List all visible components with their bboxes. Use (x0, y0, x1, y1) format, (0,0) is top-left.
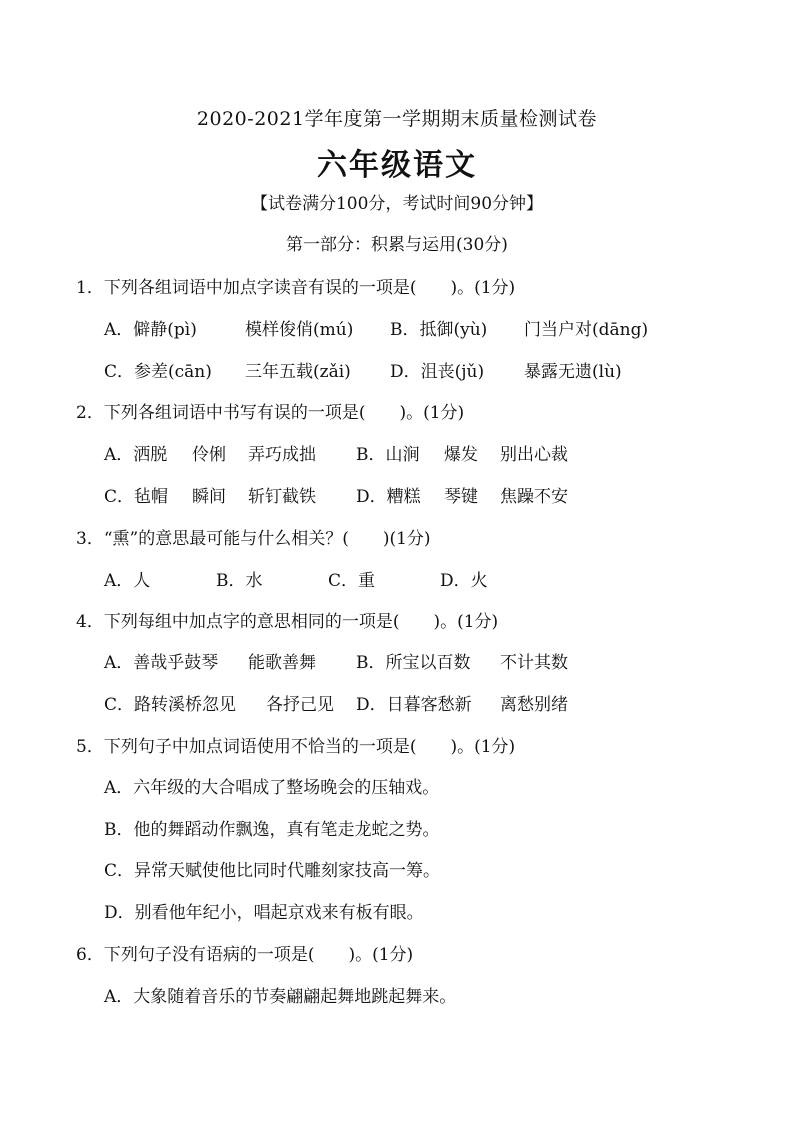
q4-option-c-word2: 各抒己见 (266, 695, 334, 715)
q2-option-a-word2: 伶俐 (192, 445, 226, 465)
q4-option-a-word2: 能歌善舞 (248, 653, 316, 673)
question-2-stem: 2．下列各组词语中书写有误的一项是( )。(1分) (76, 403, 465, 423)
q5-option-c: C．异常天赋使他比同时代雕刻家技高一筹。 (104, 861, 441, 881)
q3-option-c: C．重 (328, 571, 376, 591)
q2-option-b-word2: 爆发 (444, 445, 478, 465)
q2-option-d: D．糟糕 (356, 487, 421, 507)
q4-option-c: C．路转溪桥忽见 (104, 695, 237, 715)
q2-option-c-word3: 斩钉截铁 (248, 487, 316, 507)
q3-option-d: D．火 (440, 571, 488, 591)
q5-option-a: A．六年级的大合唱成了整场晚会的压轴戏。 (104, 778, 440, 798)
q5-option-b: B．他的舞蹈动作飘逸，真有笔走龙蛇之势。 (104, 820, 440, 840)
part-heading: 第一部分：积累与运用(30分) (286, 235, 508, 255)
q1-option-b: B．抵御(yù) (390, 320, 488, 340)
subject-title: 六年级语文 (317, 148, 477, 183)
q3-option-b: B．水 (216, 571, 263, 591)
q1-option-b-word2: 门当户对(dāng) (524, 320, 649, 340)
q2-option-b: B．山涧 (356, 445, 420, 465)
question-4-stem: 4．下列每组中加点字的意思相同的一项是( )。(1分) (76, 612, 499, 632)
question-3-stem: 3．“熏”的意思最可能与什么相关？( )(1分) (76, 529, 431, 549)
q1-option-a-word2: 模样俊俏(mú) (245, 320, 354, 340)
q2-option-d-word3: 焦躁不安 (500, 487, 568, 507)
q1-option-d-word2: 暴露无遗(lù) (524, 362, 622, 382)
question-6-stem: 6．下列句子没有语病的一项是( )。(1分) (76, 945, 414, 965)
q6-option-a: A．大象随着音乐的节奏翩翩起舞地跳起舞来。 (104, 987, 457, 1007)
exam-title: 2020-2021学年度第一学期期末质量检测试卷 (196, 108, 598, 130)
q1-option-c: C．参差(cān) (104, 362, 212, 382)
q4-option-a: A．善哉乎鼓琴 (104, 653, 219, 673)
q1-option-a: A．僻静(pì) (104, 320, 197, 340)
question-1-stem: 1．下列各组词语中加点字读音有误的一项是( )。(1分) (76, 278, 516, 298)
q3-option-a: A．人 (104, 571, 151, 591)
q1-option-d: D．沮丧(jǔ) (390, 362, 485, 382)
q2-option-d-word2: 琴键 (444, 487, 478, 507)
q2-option-b-word3: 别出心裁 (500, 445, 568, 465)
q4-option-b: B．所宝以百数 (356, 653, 471, 673)
q1-option-c-word2: 三年五载(zǎi) (245, 362, 351, 382)
q4-option-d: D．日暮客愁新 (356, 695, 472, 715)
q2-option-c: C．毡帽 (104, 487, 169, 507)
exam-info: 【试卷满分100分，考试时间90分钟】 (250, 194, 544, 214)
q4-option-d-word2: 离愁别绪 (500, 695, 568, 715)
q2-option-a-word3: 弄巧成拙 (248, 445, 316, 465)
question-5-stem: 5．下列句子中加点词语使用不恰当的一项是( )。(1分) (76, 737, 516, 757)
q2-option-a: A．洒脱 (104, 445, 168, 465)
q4-option-b-word2: 不计其数 (500, 653, 568, 673)
q5-option-d: D．别看他年纪小，唱起京戏来有板有眼。 (104, 903, 424, 923)
q2-option-c-word2: 瞬间 (192, 487, 226, 507)
